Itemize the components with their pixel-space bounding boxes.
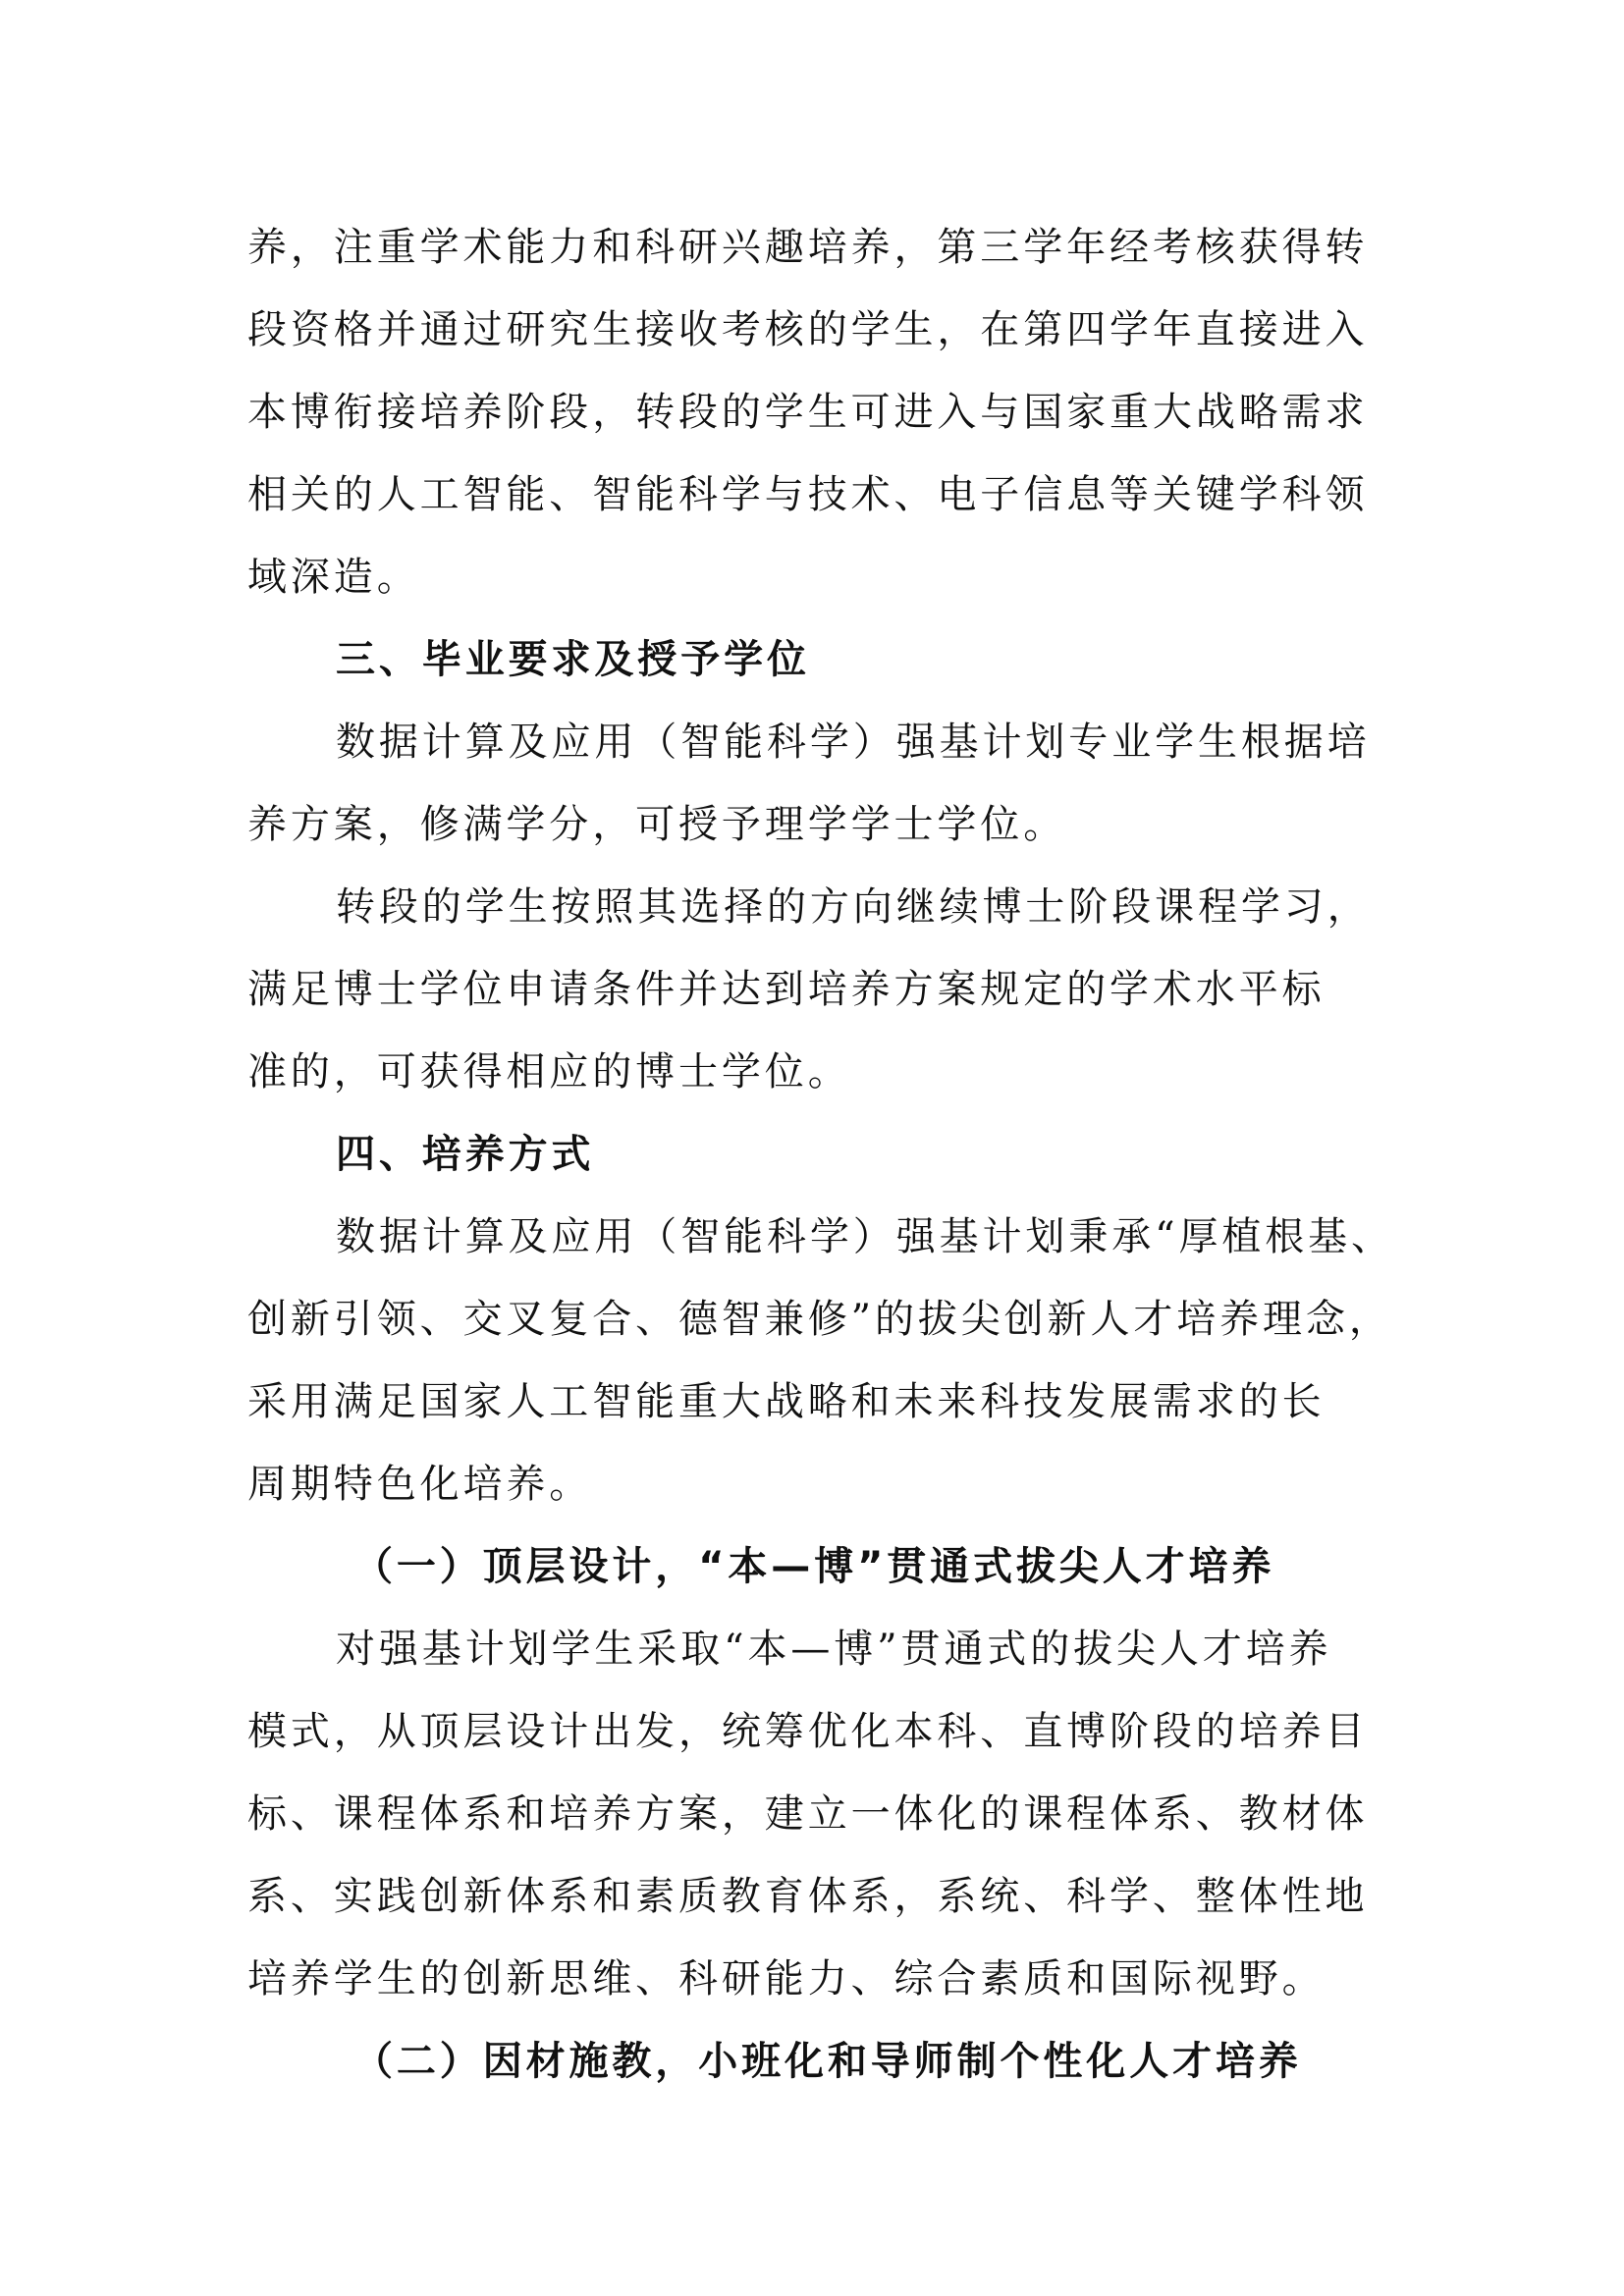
document-page: 养，注重学术能力和科研兴趣培养，第三学年经考核获得转 段资格并通过研究生接收考核的学生，在第四学年直接进入 本博衔接培养阶段，转段的学生可进入与国家重大战略需求 相关的人工智能、智能科学与技术、电子信息等关键学科领 域深造。 三、毕业要求及授予学位 数据计算及应用（智能科学）强基计划专业学生根据培 养方案，修满学分，可授予理学学士学位。 转段的学生按照其选择的方向继续博士阶段课程学习， 满足博士学位申请条件并达到培养方案规定的学术水平标 准的，可获得相应的博士学位。 四、培养方式 数据计算及应用（智能科学）强基计划秉承“厚植根基、 创新引领、交叉复合、德智兼修”的拔尖创新人才培养理念， 采用满足国家人工智能重大战略和未来科技发展需求的长 周期特色化培养。 （一）顶层设计，“本—博”贯通式拔尖人才培养 对强基计划学生采取“本—博”贯通式的拔尖人才培养 模式，从顶层设计出发，统筹优化本科、直博阶段的培养目 标、课程体系和培养方案，建立一体化的课程体系、教材体 系、实践创新体系和素质教育体系，系统、科学、整体性地 培养学生的创新思维、科研能力、综合素质和国际视野。 （二）因材施教，小班化和导师制个性化人才培养 (247, 225, 1394, 2084)
